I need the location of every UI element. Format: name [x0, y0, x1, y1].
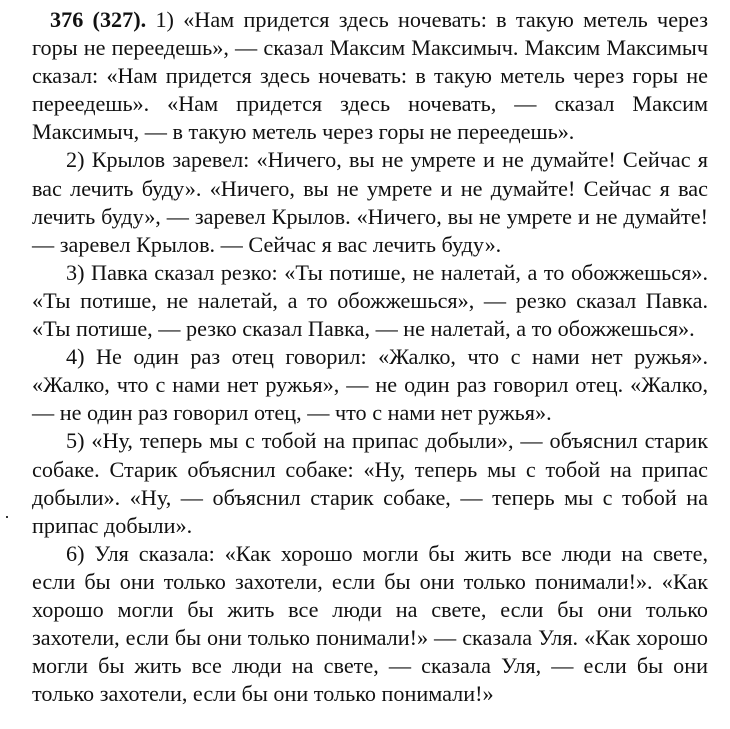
exercise-paragraph-6: [32, 540, 708, 709]
paragraph-text-4: 4) Не один раз отец говорил: «Жалко, что с нами нет ружья». «Жалко, что с нами нет ружья», — не один раз говорил отец. «Жалко, — не один раз говорил отец, — что с нами нет ружья».: [32, 344, 708, 426]
paragraph-text-2: 2) Крылов заревел: «Ничего, вы не умрете и не думайте! Сейчас я вас лечить буду». «Ничего, вы не умрете и не думайте! Сейчас я вас лечить буду», — заревел Крылов. «Ничего, вы не умрете и не думайте! — заревел Крылов. — Сейчас я вас лечить буду».: [32, 147, 708, 257]
exercise-paragraph-2: [32, 146, 708, 258]
paragraph-text-6: 6) Уля сказала: «Как хорошо могли бы жить все люди на свете, если бы они только захотели, если бы они только понимали!». «Как хорошо могли бы жить все люди на свете, если бы они только захотели, если бы они только понимали!» — сказала Уля. «Как хорошо могли бы жить все люди на свете, — сказала Уля, — если бы они только захотели, если бы они только понимали!»: [32, 540, 708, 707]
paragraph-text-5: 5) «Ну, теперь мы с тобой на припас добыли», — объяснил старик собаке. Старик объяснил собаке: «Ну, теперь мы с тобой на припас добыли». «Ну, — объяснил старик собаке, — теперь мы с тобой на припас добыли».: [32, 428, 708, 538]
exercise-number: 376 (327).: [50, 7, 147, 32]
paragraph-text-3: 3) Павка сказал резко: «Ты потише, не налетай, а то обожжешься». «Ты потише, не налетай, а то обожжешься», — резко сказал Павка. «Ты потише, — резко сказал Павка, — не налетай, а то обожжешься».: [32, 259, 708, 342]
exercise-paragraph-5: [32, 427, 708, 539]
exercise-paragraph-1: [32, 6, 708, 146]
exercise-paragraph-3: [32, 259, 708, 343]
scan-speck: [6, 516, 8, 518]
exercise-paragraph-4: [32, 343, 708, 427]
paragraph-text-1: 1) «Нам придется здесь ночевать: в такую метель через горы не переедешь», — сказал Максим Максимыч. Максим Максимыч сказал: «Нам придется здесь ночевать: в такую метель через горы не переедешь». «Нам придется здесь ночевать, — сказал Максим Максимыч, — в такую метель через горы не переедешь».: [32, 7, 709, 145]
